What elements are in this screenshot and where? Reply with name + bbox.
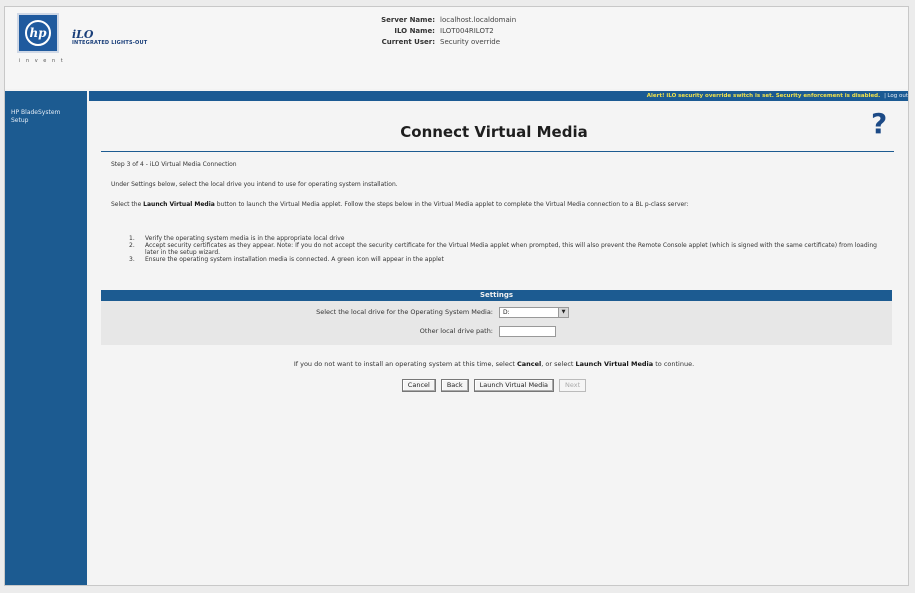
back-button[interactable]: Back xyxy=(441,379,469,392)
list-item: 1. Verify the operating system media is in the appropriate local drive xyxy=(129,235,345,242)
settings-header: Settings xyxy=(101,290,892,301)
hp-logo-mark: hp xyxy=(25,20,51,46)
security-alert-bar xyxy=(89,91,909,101)
sidebar xyxy=(5,91,87,586)
security-alert-message: Alert! iLO security override switch is set. Security enforcement is disabled. xyxy=(646,93,881,99)
settings-panel xyxy=(101,301,892,345)
instruction-paragraph-2 xyxy=(111,201,881,209)
current-user-value: Security override xyxy=(440,38,501,46)
list-item-text: Verify the operating system media is in the appropriate local drive xyxy=(145,235,345,242)
local-drive-selected-value: D: xyxy=(503,309,510,316)
instruction-paragraph-2-bold: Launch Virtual Media xyxy=(143,201,215,208)
step-indicator: Step 3 of 4 - iLO Virtual Media Connection xyxy=(111,161,237,168)
ilo-name-label: ILO Name: xyxy=(394,27,435,35)
list-item-text: Ensure the operating system installation media is connected. A green icon will appear in the applet xyxy=(145,256,444,263)
local-drive-label: Select the local drive for the Operating System Media: xyxy=(316,308,493,316)
sidebar-item-bladesystem-setup[interactable]: HP BladeSystem Setup xyxy=(11,109,61,124)
list-item: 3. Ensure the operating system installation media is connected. A green icon will appear in the applet xyxy=(129,256,444,263)
ilo-brand-subtitle: INTEGRATED LIGHTS-OUT xyxy=(72,40,148,46)
current-user-label: Current User: xyxy=(381,38,435,46)
server-name-label: Server Name: xyxy=(381,16,435,24)
ilo-name-value: ILOT004RILOT2 xyxy=(440,27,494,35)
list-item: 2. Accept security certificates as they appear. Note: If you do not accept the security certificate for the Virtual Media applet when prompted, this will also prevent the Remote Console applet (which is signed with the same certificate) from loading later in the setup wizard. xyxy=(129,242,889,256)
alert-separator: | xyxy=(884,93,886,99)
ilo-brand-name: iLO xyxy=(72,28,94,41)
next-button[interactable]: Next xyxy=(559,379,586,392)
server-name-value: localhost.localdomain xyxy=(440,16,517,24)
steps-list xyxy=(129,235,889,263)
logout-link[interactable]: Log out xyxy=(887,93,908,99)
browser-frame xyxy=(4,6,909,586)
server-info xyxy=(350,15,516,48)
title-divider xyxy=(101,151,894,152)
header xyxy=(5,7,909,89)
cancel-button[interactable]: Cancel xyxy=(402,379,436,392)
button-row xyxy=(89,379,899,392)
ilo-brand xyxy=(72,29,147,46)
continue-instructions xyxy=(89,360,899,368)
instruction-paragraph-2-post: button to launch the Virtual Media applet. Follow the steps below in the Virtual Media applet to complete the Virtual Media connection to a BL p-class server: xyxy=(214,201,689,208)
main-content xyxy=(89,103,909,586)
help-icon[interactable]: ? xyxy=(871,107,888,140)
other-path-input[interactable] xyxy=(499,326,556,337)
chevron-down-icon[interactable]: ▼ xyxy=(558,308,568,317)
continue-text-cancel: Cancel xyxy=(517,360,542,368)
local-drive-select[interactable] xyxy=(499,307,569,318)
continue-text-pre: If you do not want to install an operating system at this time, select xyxy=(293,360,518,368)
hp-tagline: i n v e n t xyxy=(19,58,65,64)
hp-logo xyxy=(17,13,59,53)
continue-text-launch: Launch Virtual Media xyxy=(575,360,654,368)
instruction-paragraph-1: Under Settings below, select the local drive you intend to use for operating system installation. xyxy=(111,181,398,188)
page-title: Connect Virtual Media xyxy=(400,123,588,141)
list-item-text: Accept security certificates as they appear. Note: If you do not accept the security certificate for the Virtual Media applet when prompted, this will also prevent the Remote Console applet (which is signed with the same certificate) from loading later in the setup wizard. xyxy=(145,242,877,256)
launch-virtual-media-button[interactable]: Launch Virtual Media xyxy=(474,379,554,392)
instruction-paragraph-2-pre: Select the xyxy=(111,201,144,208)
continue-text-mid: , or select xyxy=(541,360,576,368)
other-path-label: Other local drive path: xyxy=(419,327,493,335)
continue-text-post: to continue. xyxy=(653,360,695,368)
